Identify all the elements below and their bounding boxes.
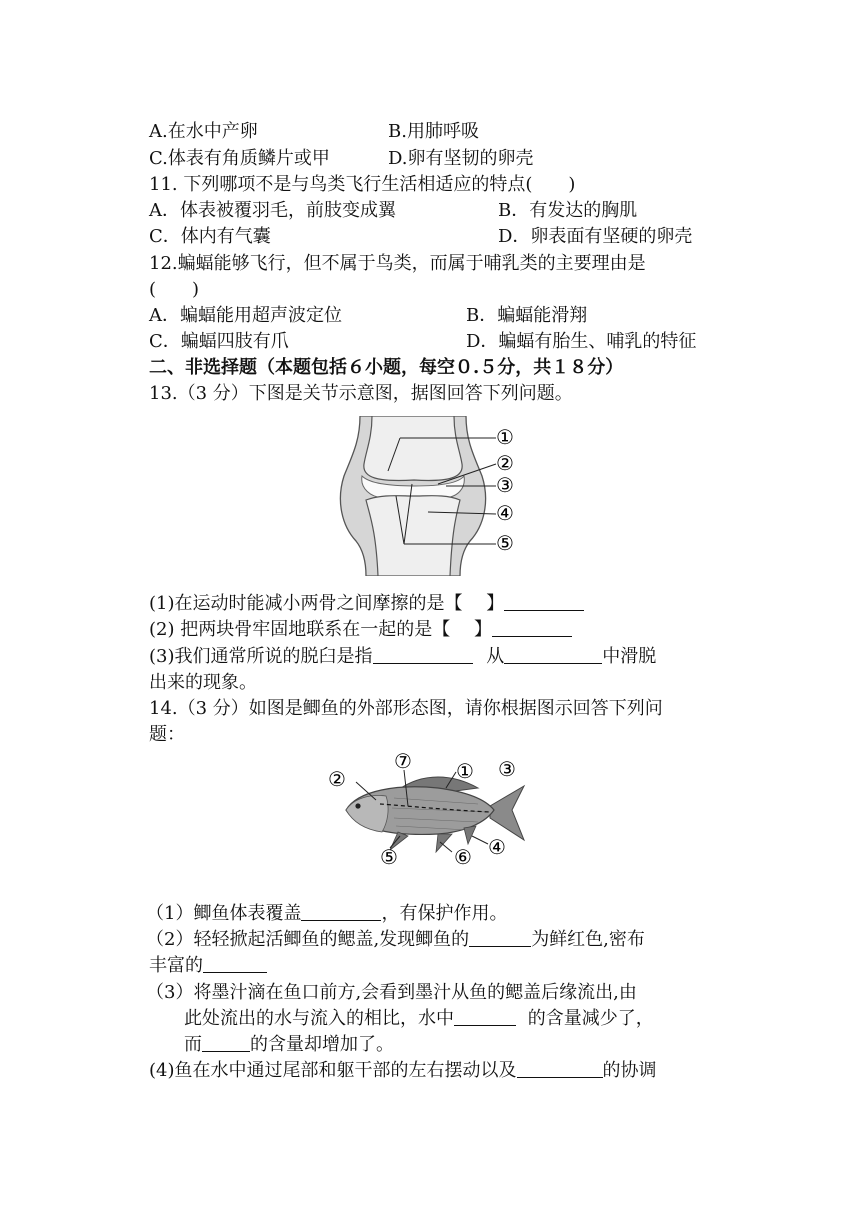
q10-option-b: B.用肺呼吸 bbox=[388, 121, 479, 142]
answer-blank[interactable] bbox=[203, 954, 267, 973]
answer-blank[interactable] bbox=[504, 592, 584, 611]
q11-option-d: D．卵表面有坚硬的卵壳 bbox=[498, 226, 693, 247]
q14-part-3-decrease: 的含量减少了， bbox=[527, 1008, 654, 1029]
joint-label-2: ② bbox=[496, 451, 514, 475]
q14-part-3: （3）将墨汁滴在鱼口前方,会看到墨汁从鱼的鳃盖后缘流出,由 bbox=[146, 982, 637, 1003]
q12-option-c: C．蝙蝠四肢有爪 bbox=[149, 331, 289, 352]
q14-part-2-text: （2）轻轻掀起活鲫鱼的鳃盖,发现鲫鱼的 bbox=[146, 929, 470, 950]
q12-option-a: A．蝙蝠能用超声波定位 bbox=[149, 305, 342, 326]
q13-part-1-text: (1)在运动时能减小两骨之间摩擦的是【 】 bbox=[149, 593, 505, 614]
q14-stem: 14.（3 分）如图是鲫鱼的外部形态图，请你根据图示回答下列问 bbox=[149, 698, 663, 719]
q11-option-a: A．体表被覆羽毛，前肢变成翼 bbox=[149, 200, 396, 221]
joint-diagram bbox=[330, 416, 530, 576]
q10-option-a: A.在水中产卵 bbox=[149, 121, 258, 142]
fish-label-2: ② bbox=[328, 767, 346, 791]
joint-label-3: ③ bbox=[496, 473, 514, 497]
q14-part-4-end: 的协调 bbox=[602, 1060, 657, 1081]
answer-blank[interactable] bbox=[454, 1007, 516, 1026]
joint-label-4: ④ bbox=[496, 501, 514, 525]
answer-blank[interactable] bbox=[301, 902, 381, 921]
fish-label-3: ③ bbox=[498, 757, 516, 781]
fish-label-7: ⑦ bbox=[394, 749, 412, 773]
q11-option-b: B．有发达的胸肌 bbox=[498, 200, 638, 221]
q13-part-3-text: (3)我们通常所说的脱臼是指 bbox=[149, 646, 373, 667]
q14-part-1-text: （1）鲫鱼体表覆盖 bbox=[146, 903, 302, 924]
answer-blank[interactable] bbox=[373, 645, 473, 664]
q14-stem-cont: 题： bbox=[149, 724, 185, 745]
section-heading: 二、非选择题（本题包括６小题，每空０.５分，共１８分） bbox=[149, 357, 624, 378]
q12-option-b: B．蝙蝠能滑翔 bbox=[466, 305, 588, 326]
q10-option-d: D.卵有坚韧的卵壳 bbox=[388, 148, 534, 169]
q14-part-3-line3 bbox=[184, 1033, 394, 1057]
q13-part-3 bbox=[149, 645, 656, 669]
q14-part-2-end: 丰富的 bbox=[149, 955, 203, 976]
q14-part-4-text: (4)鱼在水中通过尾部和躯干部的左右摆动以及 bbox=[149, 1060, 517, 1081]
q10-option-c: C.体表有角质鳞片或甲 bbox=[149, 148, 330, 169]
q14-part-1 bbox=[146, 902, 507, 926]
answer-blank[interactable] bbox=[504, 645, 602, 664]
answer-blank[interactable] bbox=[517, 1059, 603, 1078]
q13-part-3-from: 从 bbox=[486, 646, 505, 667]
q12-stem: 12.蝙蝠能够飞行，但不属于鸟类，而属于哺乳类的主要理由是 bbox=[149, 253, 646, 274]
q13-stem: 13.（3 分）下图是关节示意图，据图回答下列问题。 bbox=[149, 383, 573, 404]
q14-part-1-end: ，有保护作用。 bbox=[381, 903, 508, 924]
joint-label-5: ⑤ bbox=[496, 531, 514, 555]
fish-diagram bbox=[328, 748, 528, 868]
q13-part-3-cont: 出来的现象。 bbox=[149, 672, 257, 693]
answer-blank[interactable] bbox=[202, 1033, 250, 1052]
q14-part-2-mid: 为鲜红色,密布 bbox=[531, 929, 645, 950]
q12-stem-paren: ( ) bbox=[149, 279, 200, 300]
q13-part-2 bbox=[149, 618, 572, 642]
q14-part-4 bbox=[149, 1059, 657, 1083]
fish-label-6: ⑥ bbox=[454, 845, 472, 868]
q14-part-3-line2 bbox=[184, 1007, 654, 1031]
q14-part-3-increase: 的含量却增加了。 bbox=[250, 1034, 394, 1055]
q11-option-c: C．体内有气囊 bbox=[149, 226, 271, 247]
fish-label-1: ① bbox=[456, 759, 474, 783]
q13-part-2-text: (2) 把两块骨牢固地联系在一起的是【 】 bbox=[149, 619, 492, 640]
q14-part-3-text: 此处流出的水与流入的相比，水中 bbox=[184, 1008, 454, 1029]
q14-part-3-while: 而 bbox=[184, 1034, 202, 1055]
q13-part-1 bbox=[149, 592, 584, 616]
joint-label-1: ① bbox=[496, 425, 514, 449]
q14-part-2-cont bbox=[149, 954, 267, 978]
q11-stem: 11. 下列哪项不是与鸟类飞行生活相适应的特点( ) bbox=[149, 174, 576, 195]
fish-label-5: ⑤ bbox=[380, 845, 398, 868]
q13-part-3-slip: 中滑脱 bbox=[602, 646, 657, 667]
q14-part-2 bbox=[146, 928, 645, 952]
answer-blank[interactable] bbox=[469, 928, 531, 947]
q12-option-d: D．蝙蝠有胎生、哺乳的特征 bbox=[466, 331, 697, 352]
answer-blank[interactable] bbox=[492, 618, 572, 637]
fish-label-4: ④ bbox=[488, 835, 506, 859]
